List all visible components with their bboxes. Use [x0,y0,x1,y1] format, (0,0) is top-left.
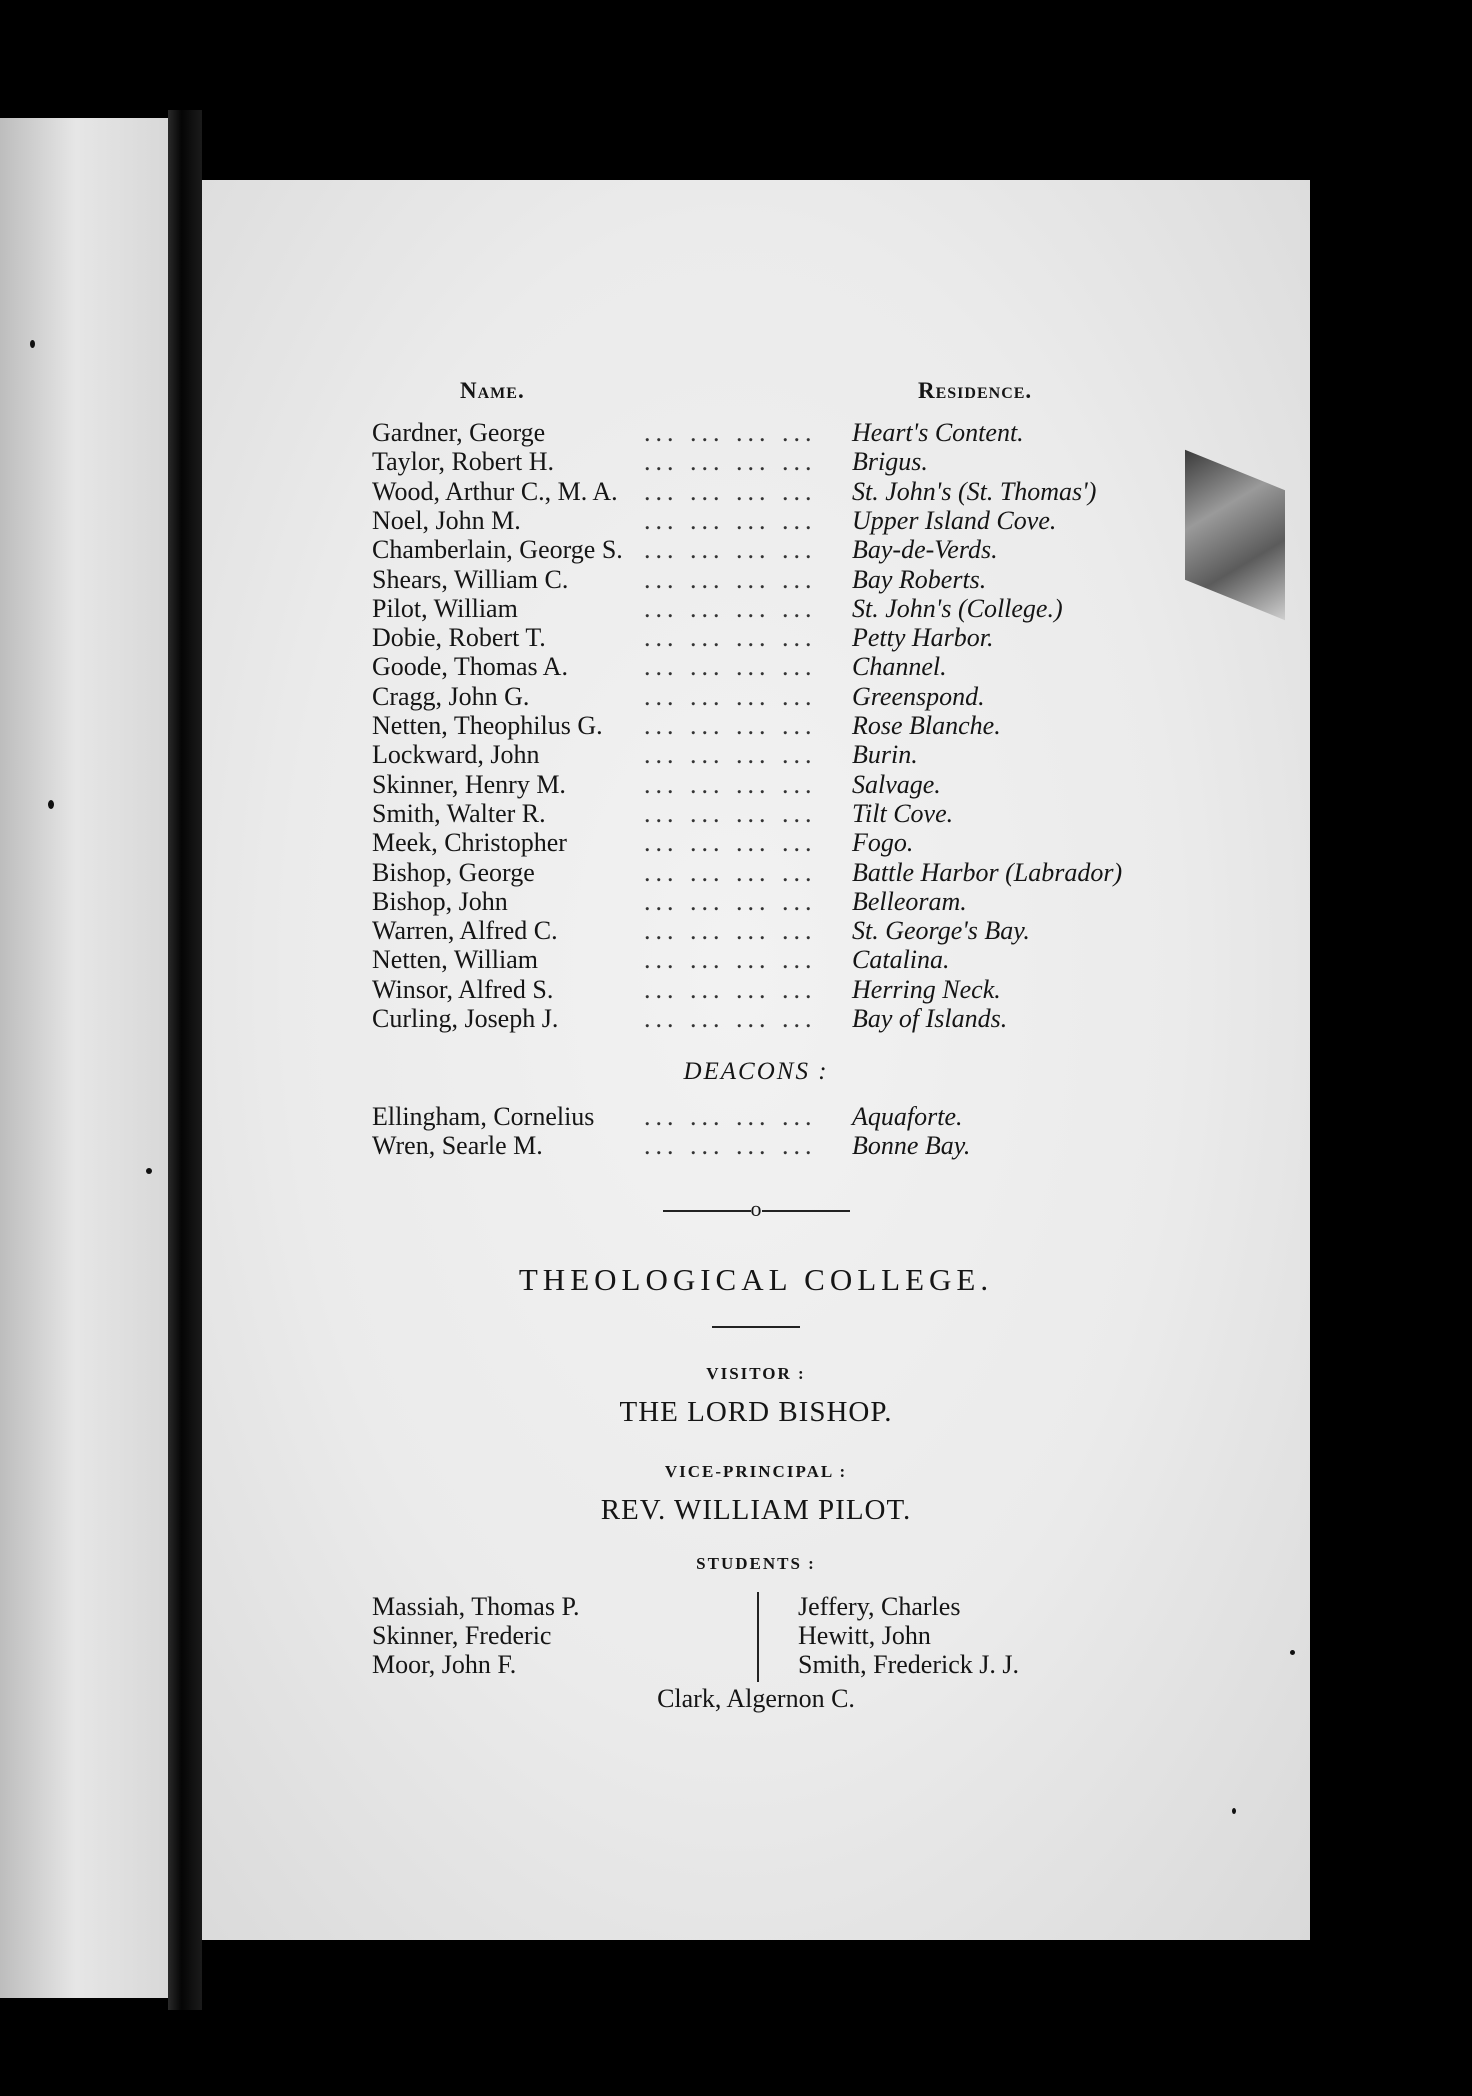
leader-dots: ... ... ... ... [644,418,817,447]
list-row [372,1102,1152,1131]
leader-dots: ... ... ... ... [644,769,817,799]
residence: Heart's Content. [852,418,1024,447]
leader-dots: ... ... ... ... [644,505,817,535]
list-row [372,1004,1152,1033]
leader-dots: ... ... ... ... [644,945,817,975]
leader-dots: ... ... ... ... [644,447,817,477]
residence: Bay Roberts. [852,564,987,594]
list-row [372,652,1152,681]
list-row [372,594,1152,623]
leader-dots: ... ... ... ... [644,681,817,711]
vice-principal: REV. WILLIAM PILOT. [600,1494,912,1526]
leader-dots: ... ... ... ... [644,974,817,1004]
person-name: Shears, William C. [372,564,569,594]
leader-dots: ... ... ... ... [644,535,817,565]
person-name: Pilot, William [372,593,518,623]
leader-dots: ... ... ... ... [644,916,817,946]
residence: St. George's Bay. [852,916,1030,946]
list-row [372,1131,1152,1160]
student-name: Smith, Frederick J. J. [798,1650,1019,1679]
list-row [372,740,1152,769]
section-divider [202,1198,1310,1220]
student-name: Massiah, Thomas P. [372,1592,580,1621]
residence: Upper Island Cove. [852,505,1057,535]
leader-dots: ... ... ... ... [644,623,817,653]
residence: Bay-de-Verds. [852,535,998,565]
students-heading: STUDENTS : [696,1554,816,1573]
person-name: Warren, Alfred C. [372,916,558,946]
residence: Greenspond. [852,681,985,711]
residence: Burin. [852,740,918,770]
residence: Belleoram. [852,886,967,916]
list-row [372,858,1152,887]
person-name: Curling, Joseph J. [372,1004,559,1033]
list-row [372,682,1152,711]
person-name: Ellingham, Cornelius [372,1102,595,1131]
leader-dots: ... ... ... ... [644,564,817,594]
residence: Rose Blanche. [852,711,1001,740]
residence: Fogo. [852,828,914,858]
residence: St. John's (College.) [852,593,1063,623]
person-name: Skinner, Henry M. [372,769,566,799]
residence: Salvage. [852,769,941,799]
list-row [372,711,1152,740]
visitor: THE LORD BISHOP. [619,1396,893,1428]
column-header-residence: Residence. [918,378,1033,403]
leader-dots: ... ... ... ... [644,798,817,828]
leader-dots: ... ... ... ... [644,886,817,916]
student-name: Clark, Algernon C. [657,1684,855,1713]
residence: Bay of Islands. [852,1004,1008,1033]
list-row [372,945,1152,974]
residence: Aquaforte. [852,1102,963,1131]
student-name: Skinner, Frederic [372,1621,552,1650]
list-row [372,506,1152,535]
divider-mark: o [750,1196,762,1221]
column-header-name: Name. [460,378,525,403]
person-name: Lockward, John [372,740,540,770]
residence: Petty Harbor. [852,623,994,653]
visitor-heading: VISITOR : [706,1364,806,1383]
leader-dots: ... ... ... ... [644,1102,817,1131]
person-name: Goode, Thomas A. [372,652,568,682]
person-name: Wood, Arthur C., M. A. [372,476,618,506]
leader-dots: ... ... ... ... [644,740,817,770]
person-name: Noel, John M. [372,505,521,535]
list-row [372,418,1152,447]
person-name: Wren, Searle M. [372,1131,543,1161]
deacons-heading: DEACONS : [683,1058,829,1085]
list-row [372,916,1152,945]
leader-dots: ... ... ... ... [644,593,817,623]
student-name: Hewitt, John [798,1621,931,1650]
person-name: Netten, Theophilus G. [372,711,603,740]
leader-dots: ... ... ... ... [644,828,817,858]
residence: St. John's (St. Thomas') [852,476,1097,506]
leader-dots: ... ... ... ... [644,1131,817,1161]
list-row [372,828,1152,857]
short-rule [712,1326,800,1328]
list-row [372,623,1152,652]
list-row [372,535,1152,564]
person-name: Smith, Walter R. [372,798,546,828]
person-name: Netten, William [372,945,538,975]
student-name: Jeffery, Charles [798,1592,961,1621]
person-name: Dobie, Robert T. [372,623,546,653]
person-name: Taylor, Robert H. [372,447,554,477]
column-divider [757,1592,759,1682]
person-name: Meek, Christopher [372,828,567,858]
list-row [372,887,1152,916]
college-title: THEOLOGICAL COLLEGE. [518,1262,994,1297]
leader-dots: ... ... ... ... [644,1004,817,1033]
residence: Catalina. [852,945,950,975]
leader-dots: ... ... ... ... [644,652,817,682]
list-row [372,770,1152,799]
person-name: Bishop, George [372,857,535,887]
person-name: Cragg, John G. [372,681,530,711]
list-row [372,447,1152,476]
list-row [372,799,1152,828]
list-row [372,477,1152,506]
person-name: Chamberlain, George S. [372,535,623,565]
list-row [372,565,1152,594]
residence: Battle Harbor (Labrador) [852,857,1123,887]
residence: Tilt Cove. [852,798,954,828]
person-name: Winsor, Alfred S. [372,974,554,1004]
binding-gutter [168,110,202,2010]
residence: Channel. [852,652,947,682]
vice-principal-heading: VICE-PRINCIPAL : [664,1462,848,1481]
leader-dots: ... ... ... ... [644,711,817,740]
residence: Brigus. [852,447,928,477]
person-name: Bishop, John [372,886,508,916]
person-name: Gardner, George [372,418,546,447]
leader-dots: ... ... ... ... [644,857,817,887]
student-name: Moor, John F. [372,1650,517,1679]
leader-dots: ... ... ... ... [644,476,817,506]
facing-page-edge [0,118,168,1998]
list-row [372,975,1152,1004]
residence: Bonne Bay. [852,1131,971,1161]
residence: Herring Neck. [852,974,1001,1004]
